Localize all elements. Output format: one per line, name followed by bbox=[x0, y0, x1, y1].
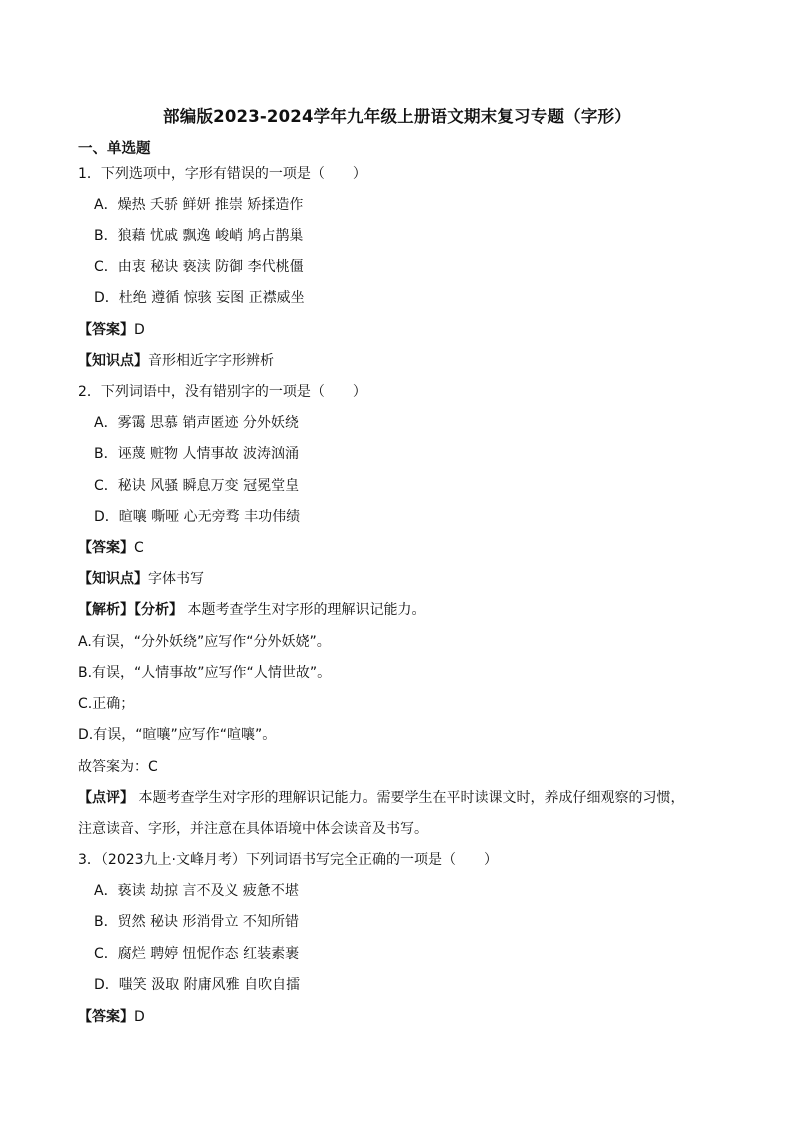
comment-label: 【点评】 bbox=[78, 790, 134, 806]
question-1-answer bbox=[78, 319, 145, 341]
answer-label: 【答案】 bbox=[78, 322, 134, 338]
section-heading: 一、单选题 bbox=[78, 141, 151, 157]
knowledge-point-label: 【知识点】 bbox=[78, 353, 148, 369]
knowledge-point-value: 字体书写 bbox=[148, 571, 204, 587]
question-1-knowledge-point bbox=[78, 350, 274, 372]
question-2-option-c: C．秘诀 风骚 瞬息万变 冠冕堂皇 bbox=[94, 478, 300, 494]
question-3-answer bbox=[78, 1006, 145, 1028]
page-title: 部编版2023-2024学年九年级上册语文期末复习专题（字形） bbox=[163, 107, 631, 126]
question-2-answer bbox=[78, 537, 144, 559]
question-2-explain-b: B.有误，“人情事故”应写作“人情世故”。 bbox=[78, 665, 332, 681]
question-2-option-d: D．暄嚷 嘶哑 心无旁骛 丰功伟绩 bbox=[94, 509, 301, 525]
analysis-text: 本题考查学生对字形的理解识记能力。 bbox=[187, 602, 426, 618]
question-2-stem: 2．下列词语中，没有错别字的一项是（ ） bbox=[78, 384, 367, 400]
question-2-comment-line-2: 注意读音、字形，并注意在具体语境中体会读音及书写。 bbox=[78, 821, 428, 837]
answer-value: D bbox=[134, 322, 145, 338]
answer-value: D bbox=[134, 1009, 145, 1025]
answer-label: 【答案】 bbox=[78, 540, 134, 556]
question-2-explain-c: C.正确； bbox=[78, 696, 135, 712]
question-2-explain-d: D.有误，“暄嚷”应写作“喧嚷”。 bbox=[78, 727, 277, 743]
question-2-explain-a: A.有误，“分外妖绕”应写作“分外妖娆”。 bbox=[78, 634, 331, 650]
question-2-option-a: A．雾霭 思慕 销声匿迹 分外妖绕 bbox=[94, 415, 299, 431]
analysis-label: 【解析】【分析】 bbox=[78, 602, 183, 618]
answer-value: C bbox=[134, 540, 144, 556]
question-3-option-a: A．亵读 劫掠 言不及义 疲惫不堪 bbox=[94, 883, 299, 899]
question-2-option-b: B．诬蔑 赃物 人情事故 波涛汹涌 bbox=[94, 446, 299, 462]
question-3-option-c: C．腐烂 聘婷 忸怩作态 红装素裹 bbox=[94, 946, 300, 962]
question-1-option-c: C．由衷 秘诀 亵渎 防御 李代桃僵 bbox=[94, 259, 304, 275]
question-1-option-a: A．燥热 夭骄 鲜妍 推崇 矫揉造作 bbox=[94, 197, 304, 213]
question-1-option-d: D．杜绝 遵循 惊骇 妄图 正襟威坐 bbox=[94, 290, 305, 306]
question-1-stem: 1．下列选项中，字形有错误的一项是（ ） bbox=[78, 166, 367, 182]
question-3-stem: 3．（2023九上·文峰月考）下列词语书写完全正确的一项是（ ） bbox=[78, 852, 498, 868]
comment-text-line-1: 本题考查学生对字形的理解识记能力。需要学生在平时读课文时，养成仔细观察的习惯， bbox=[138, 790, 685, 806]
question-2-conclusion: 故答案为：C bbox=[78, 759, 158, 775]
question-2-analysis bbox=[78, 599, 425, 621]
question-2-comment bbox=[78, 787, 684, 809]
answer-label: 【答案】 bbox=[78, 1009, 134, 1025]
knowledge-point-value: 音形相近字字形辨析 bbox=[148, 353, 274, 369]
question-2-knowledge-point bbox=[78, 568, 204, 590]
knowledge-point-label: 【知识点】 bbox=[78, 571, 148, 587]
question-3-option-d: D．嗤笑 汲取 附庸风雅 自吹自擂 bbox=[94, 977, 301, 993]
question-1-option-b: B．狼藉 忧戚 飘逸 峻峭 鸠占鹊巢 bbox=[94, 228, 304, 244]
question-3-option-b: B．贸然 秘诀 形消骨立 不知所错 bbox=[94, 914, 299, 930]
